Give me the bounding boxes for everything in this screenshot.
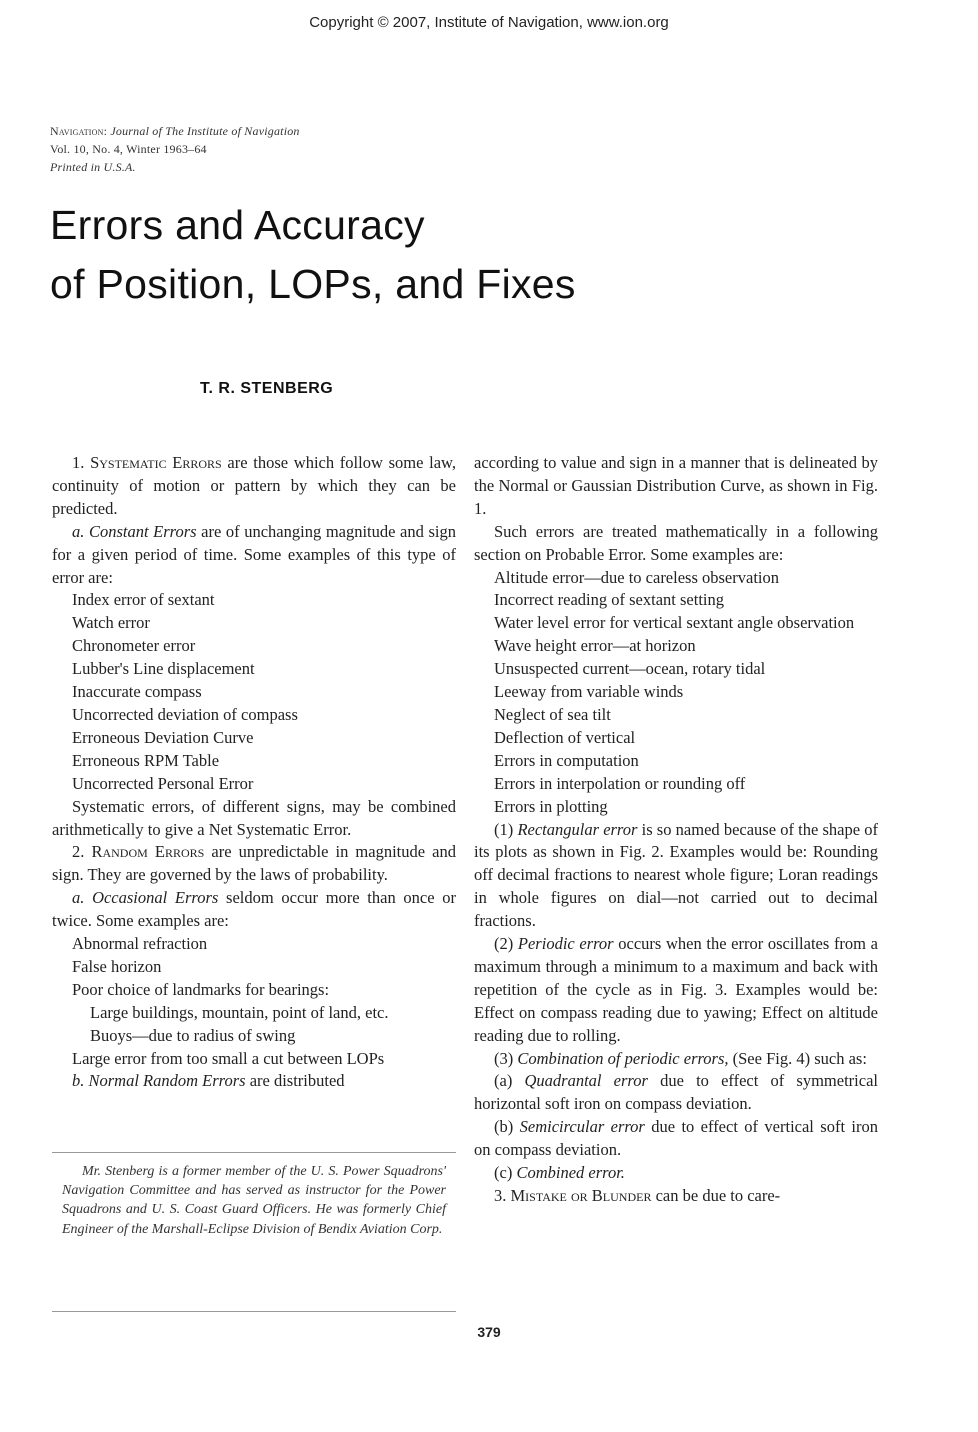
- journal-citation: [50, 122, 300, 176]
- title-line-2: of Position, LOPs, and Fixes: [50, 261, 576, 307]
- copyright-notice: Copyright © 2007, Institute of Navigation, www.ion.org: [309, 14, 669, 31]
- list-item: Index error of sextant: [72, 590, 215, 610]
- paragraph-rectangular-error: (1) Rectangular error is so named because of the shape of its plots as shown in Fig. 2. Examples would be: Rounding off decimal fractions to nearest whole figure; Loran readings in whole figures on dial—not carried out to decimal fractions.: [474, 819, 878, 931]
- page-number: 379: [477, 1324, 501, 1340]
- title-line-1: Errors and Accuracy: [50, 202, 425, 248]
- paragraph-normal-random: b. Normal Random Errors are distributed: [72, 1071, 345, 1091]
- subsection-heading: a. Occasional Errors: [72, 888, 219, 908]
- list-item: Erroneous RPM Table: [72, 750, 220, 770]
- paragraph-net-systematic: Systematic errors, of different signs, may be combined arithmetically to give a Net Systematic Error.: [52, 796, 456, 839]
- term-heading: Quadrantal error: [524, 1071, 648, 1091]
- term-heading: Periodic error: [517, 934, 614, 954]
- paragraph-mistake-blunder: 3. Mistake or Blunder can be due to care-: [494, 1186, 781, 1205]
- term-heading: Semicircular error: [519, 1117, 645, 1137]
- paragraph-systematic-errors: 1. Systematic Errors are those which follow some law, continuity of motion or pattern by which they can be predicted.: [52, 453, 456, 518]
- term-heading: Rectangular error: [517, 819, 638, 839]
- paragraph-periodic-error: (2) Periodic error occurs when the error oscillates from a maximum through a minimum to a maximum and back with repetition of the cycle as in Fig. 3. Examples would be: Effect on compass reading due to yawing; Effect on altitude reading due to rolling.: [474, 934, 878, 1045]
- list-item: Inaccurate compass: [72, 682, 202, 702]
- subsection-heading: b. Normal Random Errors: [72, 1071, 246, 1091]
- paragraph-constant-errors: a. Constant Errors are of unchanging magnitude and sign for a given period of time. Some examples of this type of error are:: [52, 521, 456, 587]
- list-item: Neglect of sea tilt: [494, 704, 611, 724]
- list-item: False horizon: [72, 956, 162, 976]
- section-heading: 3. Mistake or Blunder: [494, 1186, 652, 1205]
- journal-volume: Vol. 10, No. 4, Winter 1963–64: [50, 142, 207, 156]
- journal-subtitle: Journal of The Institute of Navigation: [110, 124, 300, 138]
- list-item: Erroneous Deviation Curve: [72, 727, 254, 747]
- right-column: [474, 452, 878, 1208]
- paragraph-quadrantal-error: (a) Quadrantal error due to effect of symmetrical horizontal soft iron on compass deviation.: [474, 1071, 878, 1114]
- paragraph-semicircular-error: (b) Semicircular error due to effect of vertical soft iron on compass deviation.: [474, 1117, 878, 1160]
- list-item: Chronometer error: [72, 636, 196, 656]
- list-item: Incorrect reading of sextant setting: [494, 590, 724, 610]
- section-heading: 1. Systematic Errors: [72, 453, 222, 472]
- list-item: Errors in interpolation or rounding off: [494, 773, 746, 793]
- list-item: Errors in computation: [494, 750, 639, 770]
- list-item: Unsuspected current—ocean, rotary tidal: [494, 659, 766, 679]
- article-title: [50, 196, 576, 314]
- paragraph-continuation: according to value and sign in a manner that is delineated by the Normal or Gaussian Distribution Curve, as shown in Fig. 1.: [474, 453, 878, 518]
- author-footnote: [62, 1162, 446, 1239]
- paragraph-treated: Such errors are treated mathematically in a following section on Probable Error. Some examples are:: [474, 521, 878, 564]
- list-item: Uncorrected Personal Error: [72, 773, 254, 793]
- footnote-rule-top: [52, 1152, 456, 1153]
- term-heading: Combined error.: [516, 1163, 625, 1183]
- list-item: Watch error: [72, 613, 150, 633]
- list-item: Uncorrected deviation of compass: [72, 704, 298, 724]
- list-item: Deflection of vertical: [494, 727, 636, 747]
- footnote-text: Mr. Stenberg is a former member of the U. S. Power Squadrons' Navigation Committee and has served as instructor for the Power Squadrons and U. S. Coast Guard Officers. He was formerly Chief Engineer of the Marshall-Eclipse Division of Bendix Aviation Corp.: [62, 1164, 446, 1237]
- paragraph-combination-error: (3) Combination of periodic errors, (See Fig. 4) such as:: [494, 1048, 867, 1068]
- paragraph-combined-error: (c) Combined error.: [494, 1163, 625, 1183]
- list-subitem: Large buildings, mountain, point of land, etc.: [90, 1002, 389, 1022]
- list-item: Leeway from variable winds: [494, 682, 684, 702]
- paragraph-occasional-errors: a. Occasional Errors seldom occur more than once or twice. Some examples are:: [52, 888, 456, 931]
- list-item: Altitude error—due to careless observation: [494, 567, 779, 587]
- list-item: Lubber's Line displacement: [72, 659, 255, 679]
- footnote-rule-bottom: [52, 1311, 456, 1312]
- journal-printed: Printed in U.S.A.: [50, 160, 136, 174]
- left-column: [52, 452, 456, 1093]
- list-item: Poor choice of landmarks for bearings:: [72, 979, 330, 999]
- section-heading: 2. Random Errors: [72, 842, 205, 862]
- list-item: Abnormal refraction: [72, 934, 208, 954]
- journal-name: Navigation: [50, 124, 104, 138]
- list-item: Water level error for vertical sextant angle observation: [494, 613, 855, 633]
- subsection-heading: a. Constant Errors: [72, 521, 197, 541]
- list-item: Wave height error—at horizon: [494, 636, 696, 656]
- author-name: T. R. STENBERG: [200, 380, 334, 397]
- term-heading: Combination of periodic errors,: [517, 1048, 729, 1068]
- list-subitem: Buoys—due to radius of swing: [90, 1025, 296, 1045]
- journal-name-line: Navigation: Journal of The Institute of Navigation: [50, 124, 300, 138]
- list-item: Large error from too small a cut between LOPs: [72, 1048, 385, 1068]
- list-item: Errors in plotting: [494, 796, 608, 816]
- paragraph-random-errors: 2. Random Errors are unpredictable in magnitude and sign. They are governed by the laws of probability.: [52, 842, 456, 885]
